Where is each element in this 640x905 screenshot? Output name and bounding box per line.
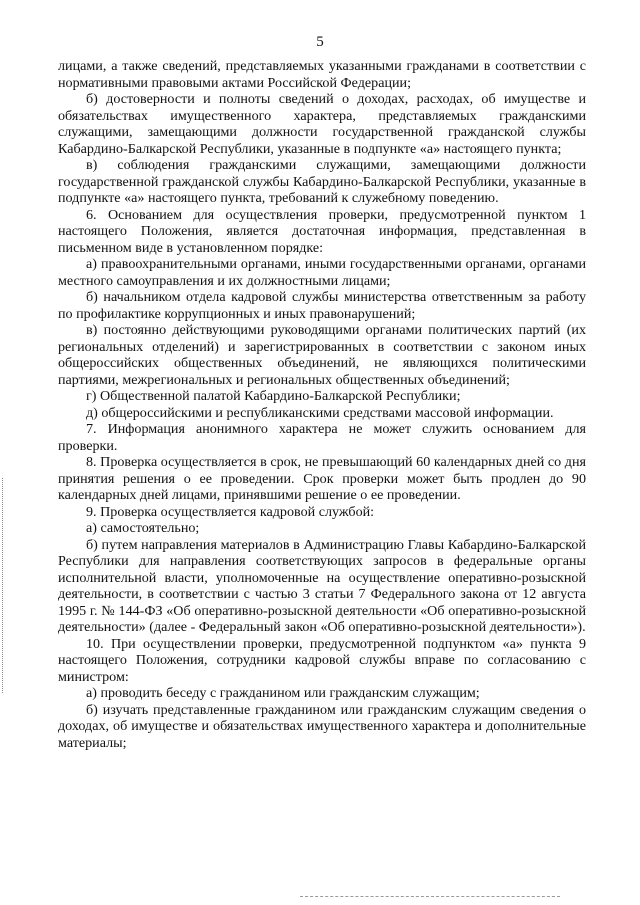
paragraph: б) начальником отдела кадровой службы министерства ответственным за работу по профилактике коррупционных и иных правонарушений; <box>58 289 586 322</box>
paragraph: 8. Проверка осуществляется в срок, не превышающий 60 календарных дней со дня принятия решения о ее проведении. Срок проверки может быть продлен до 90 календарных дней лицами, принявшими решение о ее проведении. <box>58 454 586 503</box>
paragraph: а) проводить беседу с гражданином или гражданским служащим; <box>86 685 480 701</box>
paragraph: в) постоянно действующими руководящими органами политических партий (их региональных отделений) и зарегистрированных в соответствии с законом иных общероссийских общественных объединений, не являющихся политическими партиями, межрегиональных и региональных общественных объединений; <box>58 322 586 388</box>
paragraph: 6. Основанием для осуществления проверки, предусмотренной пунктом 1 настоящего Положения, является достаточная информация, представленная в письменном виде в установленном порядке: <box>58 206 586 256</box>
paragraph: 7. Информация анонимного характера не может служить основанием для проверки. <box>58 421 586 454</box>
scan-bottom-mark <box>300 896 560 898</box>
page-number: 5 <box>316 34 324 50</box>
paragraph: а) самостоятельно; <box>86 520 200 536</box>
paragraph: б) достоверности и полноты сведений о доходах, расходах, об имуществе и обязательствах имущественного характера, представляемых гражданскими служащими, замещающими должности государственной гражданской службы Кабардино-Балкарской Республики, указанные в подпункте «а» настоящего пункта; <box>58 91 586 157</box>
paragraph: д) общероссийскими и республиканскими средствами массовой информации. <box>86 404 554 421</box>
paragraph: б) изучать представленные гражданином или гражданским служащим сведения о доходах, об имуществе и обязательствах имущественного характера и дополнительные материалы; <box>58 701 586 751</box>
paragraph: 9. Проверка осуществляется кадровой службой: <box>86 503 375 520</box>
paragraph: в) соблюдения гражданскими служащими, замещающими должности государственной гражданской службы Кабардино-Балкарской Республики, указанные в подпункте «а» настоящего пункта, требований к служебному поведению. <box>58 157 586 206</box>
scan-edge-mark <box>2 478 4 693</box>
paragraph: г) Общественной палатой Кабардино-Балкарской Республики; <box>86 388 461 404</box>
paragraph: б) путем направления материалов в Администрацию Главы Кабардино-Балкарской Республики для направления соответствующих запросов в федеральные органы исполнительной власти, уполномоченные на осуществление оперативно-розыскной деятельности, в соответствии с частью 3 статьи 7 Федерального закона от 12 августа 1995 г. № 144-ФЗ «Об оперативно-розыскной деятельности «Об оперативно-розыскной деятельности» (далее - Федеральный закон «Об оперативно-розыскной деятельности»). <box>58 536 586 635</box>
body-text <box>58 58 586 751</box>
paragraph: а) правоохранительными органами, иными государственными органами, органами местного самоуправления и их должностными лицами; <box>58 256 586 289</box>
paragraph: лицами, а также сведений, представляемых указанными гражданами в соответствии с нормативными правовыми актами Российской Федерации; <box>58 58 586 91</box>
paragraph: 10. При осуществлении проверки, предусмотренной подпунктом «а» пункта 9 настоящего Положения, сотрудники кадровой службы вправе по согласованию с министром: <box>58 635 586 685</box>
